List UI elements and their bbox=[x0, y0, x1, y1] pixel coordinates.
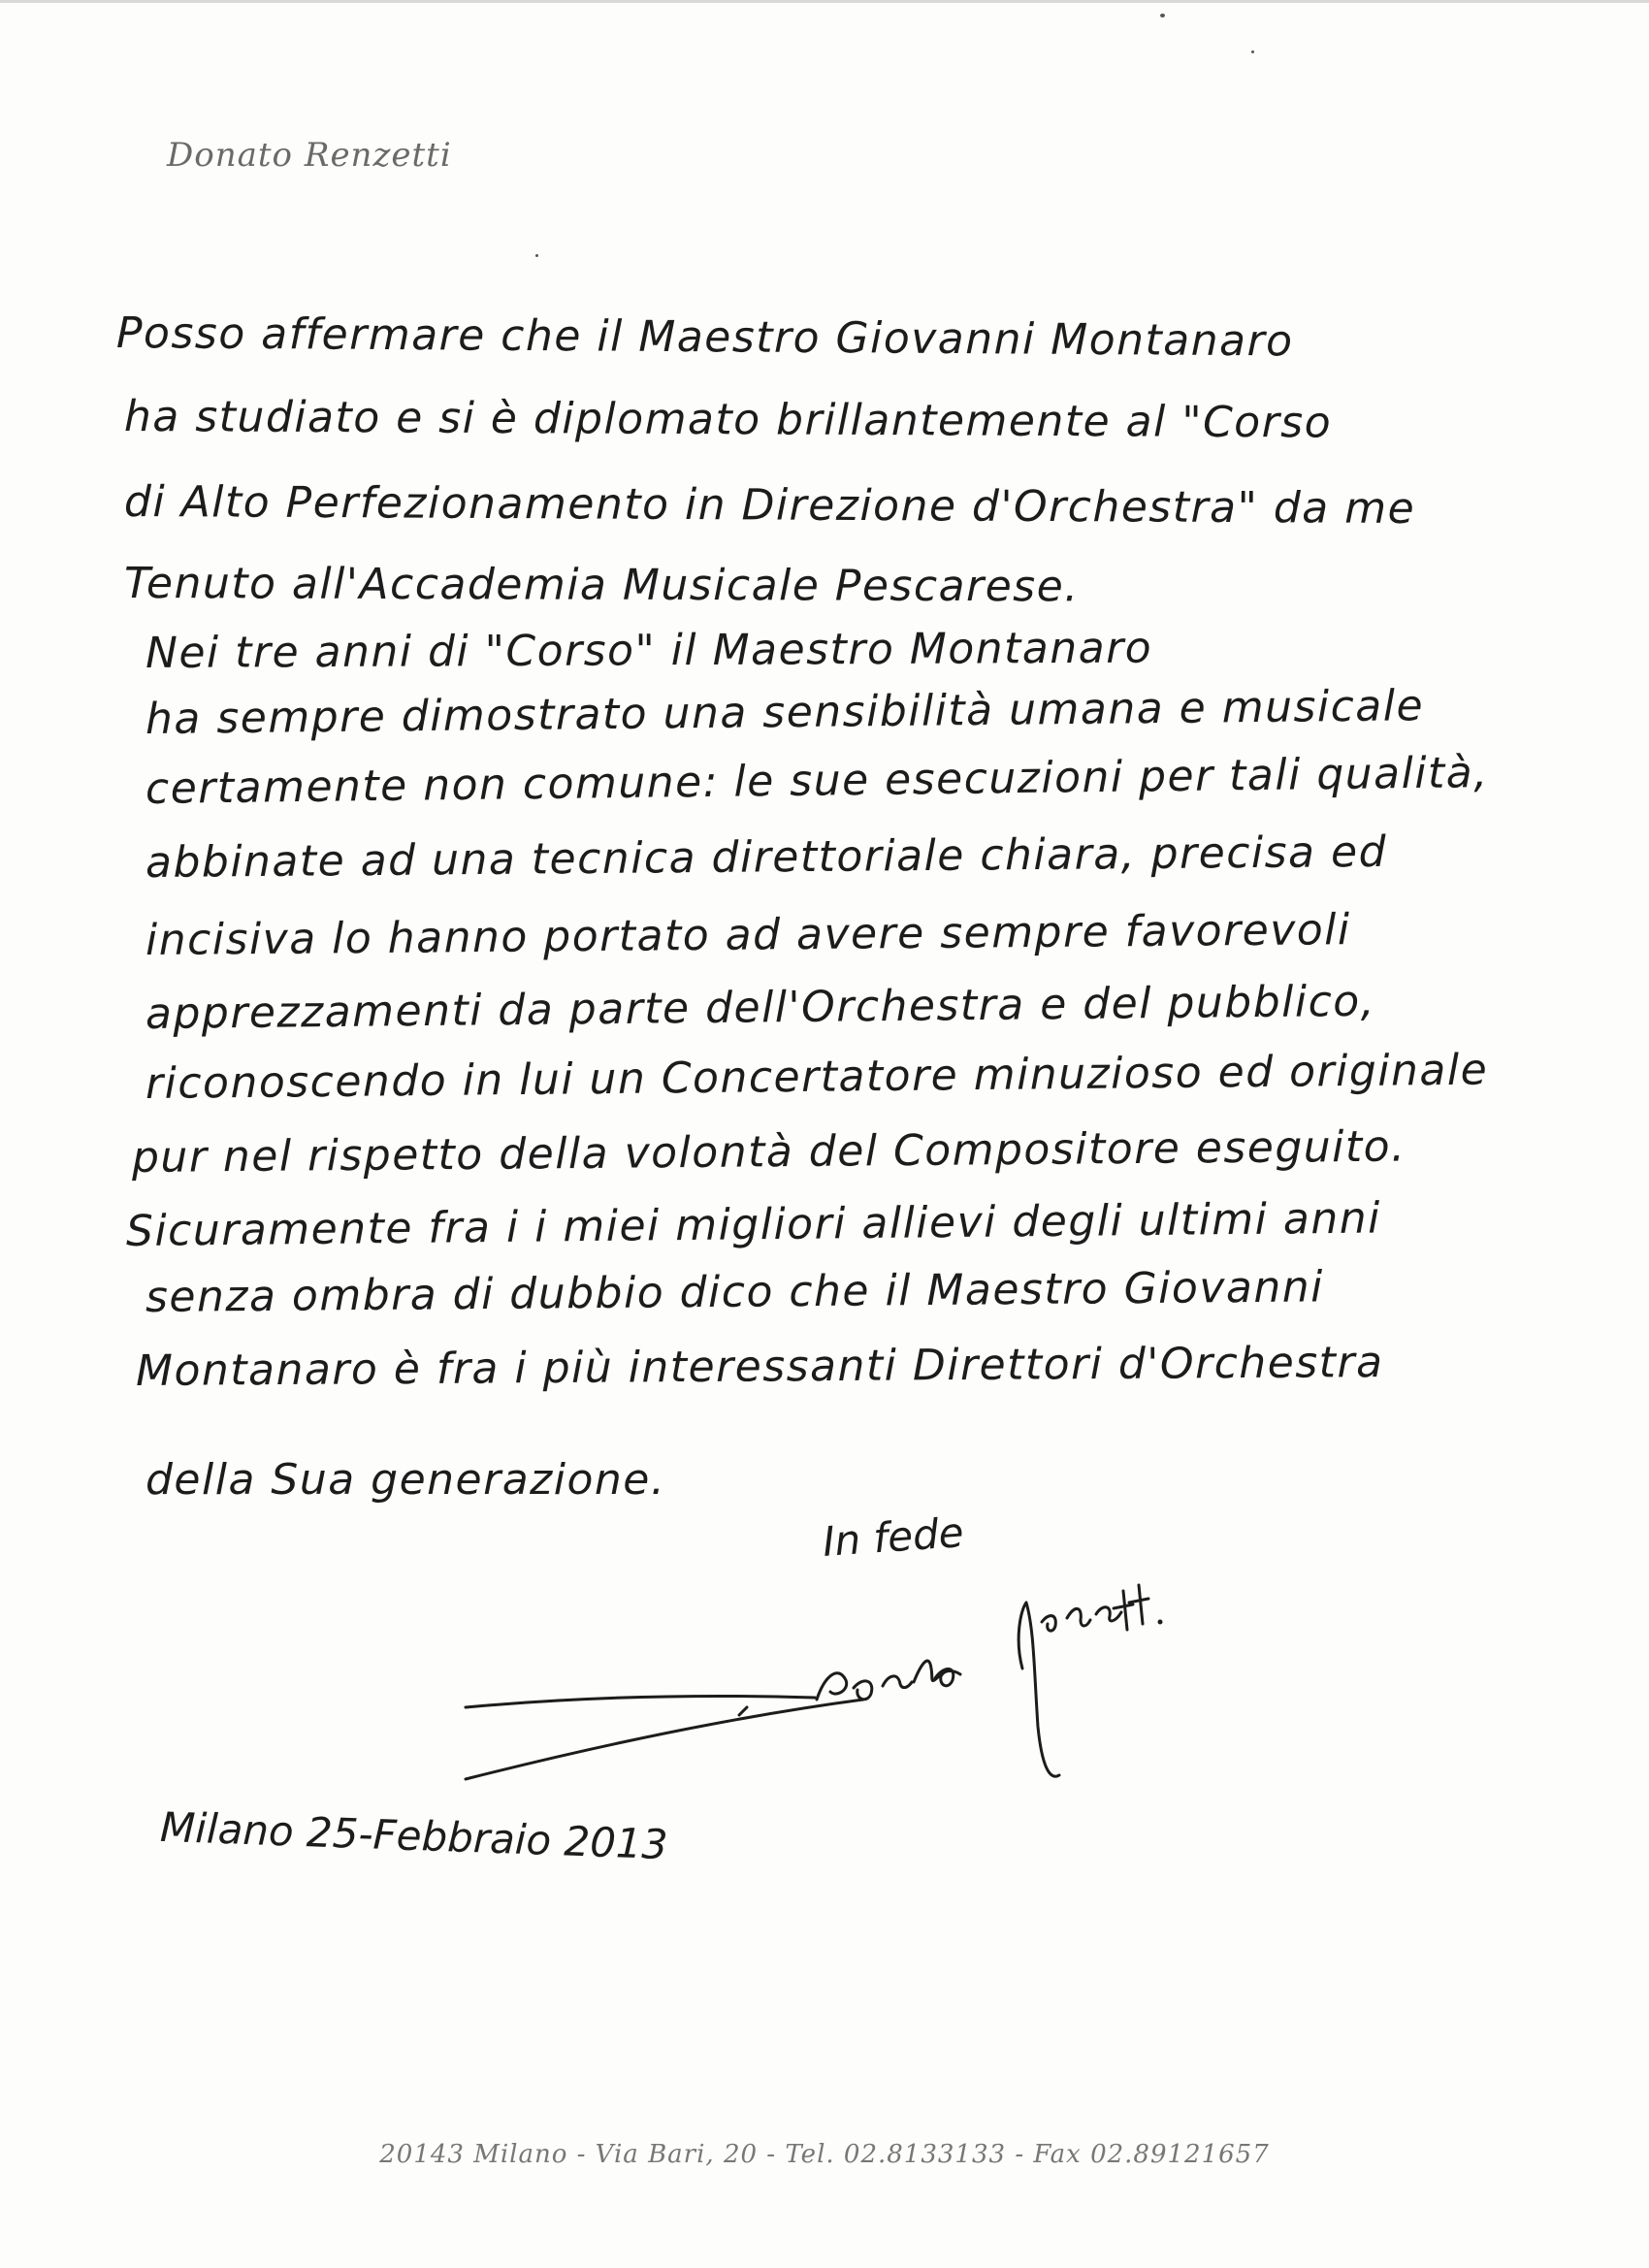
footer-address: 20143 Milano - Via Bari, 20 - Tel. 02.8133133 - Fax 02.89121657 bbox=[379, 2140, 1270, 2169]
letter-line: Montanaro è fra i più interessanti Direttori d'Orchestra bbox=[135, 1338, 1384, 1396]
closing-phrase: In fede bbox=[821, 1507, 966, 1567]
letter-line: certamente non comune: le sue esecuzioni per tali qualità, bbox=[145, 748, 1490, 814]
letter-line: senza ombra di dubbio dico che il Maestro Giovanni bbox=[145, 1262, 1325, 1322]
place-and-date: Milano 25-Febbraio 2013 bbox=[159, 1802, 669, 1869]
letter-line: Sicuramente fra i i miei migliori allievi degli ultimi anni bbox=[125, 1193, 1382, 1256]
letter-line: incisiva lo hanno portato ad avere sempre favorevoli bbox=[145, 905, 1351, 965]
letter-line: ha sempre dimostrato una sensibilità umana e musicale bbox=[145, 681, 1425, 744]
top-edge-rule bbox=[0, 0, 1649, 3]
letter-line: apprezzamenti da parte dell'Orchestra e del pubblico, bbox=[145, 976, 1376, 1039]
scan-speck bbox=[1160, 14, 1165, 17]
scan-speck bbox=[535, 254, 538, 257]
letter-line: di Alto Perfezionamento in Direzione d'Orchestra" da me bbox=[123, 477, 1416, 534]
letter-line: ha studiato e si è diplomato brillantemente al "Corso bbox=[123, 392, 1333, 448]
handwritten-signature bbox=[456, 1552, 1232, 1804]
letterhead-name: Donato Renzetti bbox=[167, 136, 452, 175]
letter-line: Nei tre anni di "Corso" il Maestro Montanaro bbox=[145, 623, 1153, 678]
letter-line: abbinate ad una tecnica direttoriale chiara, precisa ed bbox=[145, 826, 1388, 888]
letter-line: Tenuto all'Accademia Musicale Pescarese. bbox=[123, 559, 1080, 612]
scan-speck bbox=[1251, 50, 1254, 53]
letter-line: riconoscendo in lui un Concertatore minuzioso ed originale bbox=[145, 1045, 1489, 1109]
letter-line: della Sua generazione. bbox=[146, 1455, 666, 1505]
letter-line: Posso affermare che il Maestro Giovanni Montanaro bbox=[115, 308, 1294, 367]
letter-line: pur nel rispetto della volontà del Compositore eseguito. bbox=[131, 1121, 1406, 1183]
